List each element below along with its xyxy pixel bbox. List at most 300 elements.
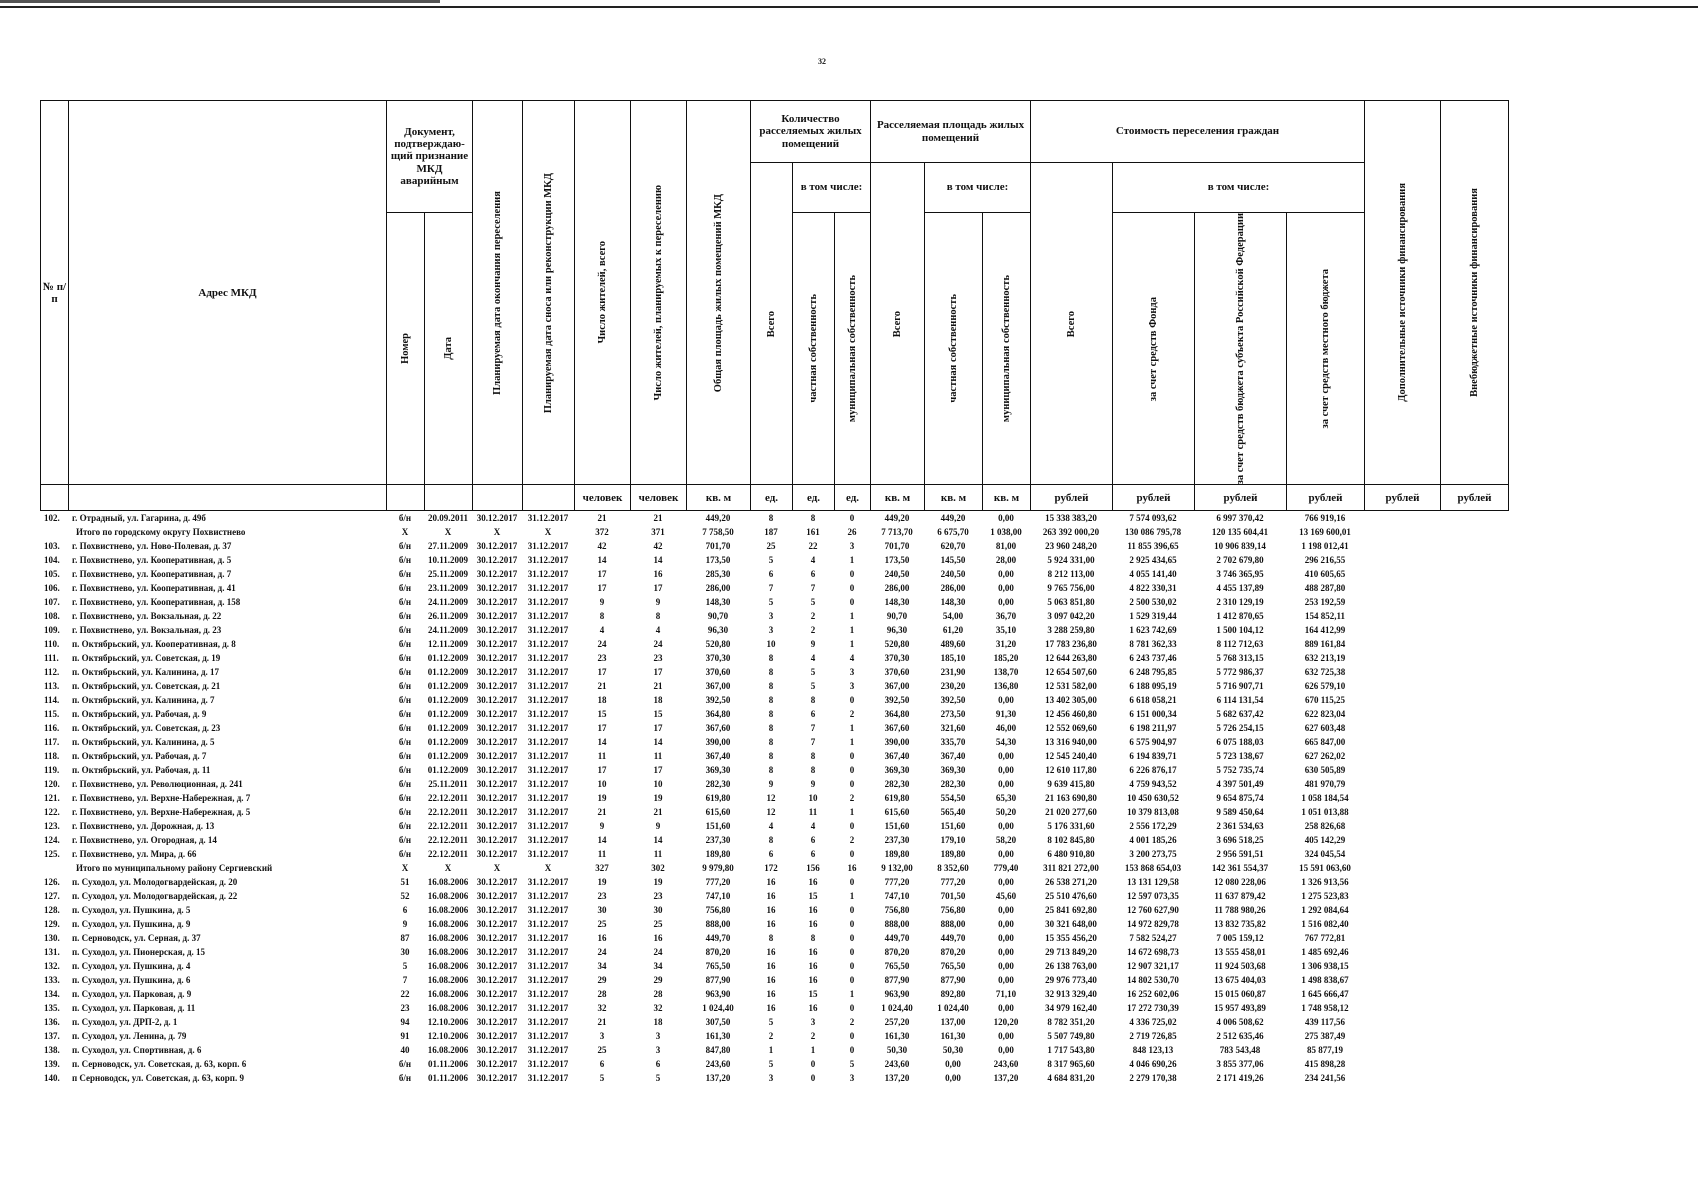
table-cell: 231,90 [940, 667, 966, 678]
table-cell: 4 455 137,89 [1216, 583, 1264, 594]
table-cell: 30.12.2017 [476, 611, 518, 622]
table-cell: 30.12.2017 [476, 905, 518, 916]
table-cell: 449,20 [884, 513, 910, 524]
table-cell: 30.12.2017 [476, 835, 518, 846]
table-cell: 0,00 [998, 1003, 1014, 1014]
table-row [40, 1015, 1508, 1029]
table-cell: 870,20 [940, 947, 966, 958]
header-planned-demolition: Планируемая дата сноса или реконструкции МКД [523, 101, 575, 485]
table-cell: 888,00 [705, 919, 731, 930]
table-cell: 129. [44, 919, 60, 930]
table-cell: 615,60 [705, 807, 731, 818]
table-cell: 31.12.2017 [527, 681, 569, 692]
table-row [40, 917, 1508, 931]
table-cell: 877,90 [940, 975, 966, 986]
table-cell [1364, 805, 1440, 819]
table-cell: 10 379 813,08 [1127, 807, 1179, 818]
table-cell: 286,00 [884, 583, 910, 594]
table-cell: 2 719 726,85 [1129, 1031, 1177, 1042]
table-cell: 6 [810, 835, 816, 846]
table-cell: 0 [849, 569, 855, 580]
table-cell: 0,00 [998, 765, 1014, 776]
table-cell: 6 [810, 569, 816, 580]
address-cell: г. Похвистнево, ул. Ново-Полевая, д. 37 [72, 541, 232, 552]
table-cell: 3 [655, 1045, 661, 1056]
table-cell: б/н [398, 541, 412, 552]
table-cell [1364, 777, 1440, 791]
table-cell [1440, 1015, 1508, 1029]
table-cell: 01.12.2009 [427, 667, 469, 678]
table-cell: 16 [766, 975, 776, 986]
table-cell: 285,30 [705, 569, 731, 580]
table-cell: 6 [402, 905, 408, 916]
table-cell: 10 [653, 779, 663, 790]
table-cell: 8 [768, 751, 774, 762]
table-cell: 111. [44, 653, 59, 664]
table-cell: 01.12.2009 [427, 653, 469, 664]
table-cell: 10 [766, 639, 776, 650]
table-cell: 6 675,70 [937, 527, 969, 538]
table-cell: 14 [653, 555, 663, 566]
table-cell: 31.12.2017 [527, 905, 569, 916]
table-cell: 132. [44, 961, 60, 972]
table-cell: 5 063 851,80 [1047, 597, 1095, 608]
table-cell: 113. [44, 681, 60, 692]
table-cell: 136,80 [993, 681, 1019, 692]
table-cell: 22.12.2011 [427, 807, 468, 818]
table-cell: 10 906 839,14 [1214, 541, 1266, 552]
address-cell: п. Суходол, ул. Ленина, д. 79 [72, 1031, 187, 1042]
total-label: Итого по муниципальному району Сергиевский [76, 863, 273, 874]
table-cell: 307,50 [705, 1017, 731, 1028]
header-subject-budget: за счет средств бюджета субъекта Российской Федерации [1195, 213, 1287, 485]
table-cell: 779,40 [993, 863, 1019, 874]
table-cell: 17 [653, 667, 663, 678]
table-cell [1364, 525, 1440, 539]
table-cell: 128. [44, 905, 60, 916]
table-cell: 1 [849, 989, 855, 1000]
table-cell: б/н [398, 583, 412, 594]
table-cell: 765,50 [940, 961, 966, 972]
table-cell: 0 [849, 975, 855, 986]
table-row [40, 875, 1508, 889]
table-cell: 8 782 351,20 [1047, 1017, 1095, 1028]
table-cell: 0 [849, 779, 855, 790]
table-cell: 9 [402, 919, 408, 930]
table-cell: 21 163 690,80 [1045, 793, 1097, 804]
table-cell: 889 161,84 [1304, 639, 1346, 650]
page-number: 32 [818, 57, 826, 66]
address-cell: г. Отрадный, ул. Гагарина, д. 49б [72, 513, 206, 524]
table-cell: 5 [810, 681, 816, 692]
table-cell: 888,00 [940, 919, 966, 930]
table-cell: 8 352,60 [937, 863, 969, 874]
table-cell: б/н [398, 597, 412, 608]
table-cell: 110. [44, 639, 60, 650]
table-cell: 21 [597, 681, 607, 692]
table-cell: 16 [653, 933, 663, 944]
table-row [40, 539, 1508, 553]
table-cell: 554,50 [940, 793, 966, 804]
table-cell: 243,60 [993, 1059, 1019, 1070]
table-cell: 94 [400, 1017, 410, 1028]
address-cell: п. Суходол, ул. Парковая, д. 9 [72, 989, 192, 1000]
table-cell: 137,20 [705, 1073, 731, 1084]
address-cell: п. Октябрьский, ул. Советская, д. 23 [72, 723, 221, 734]
table-cell: 7 713,70 [881, 527, 913, 538]
table-cell: 148,30 [705, 597, 731, 608]
table-cell: 102. [44, 513, 60, 524]
table-cell: 27.11.2009 [427, 541, 468, 552]
table-cell: 7 [810, 583, 816, 594]
table-cell: 3 [849, 681, 855, 692]
table-cell: 130 086 795,78 [1124, 527, 1182, 538]
table-cell [1440, 749, 1508, 763]
table-cell: 0 [849, 513, 855, 524]
table-cell: 765,50 [884, 961, 910, 972]
table-cell: 3 [655, 1031, 661, 1042]
table-cell: 230,20 [940, 681, 966, 692]
table-cell: 4 055 141,40 [1129, 569, 1177, 580]
table-cell: 240,50 [884, 569, 910, 580]
table-cell: 15 [653, 709, 663, 720]
table-row [40, 847, 1508, 861]
table-cell [1440, 819, 1508, 833]
table-cell: 54,30 [995, 737, 1017, 748]
table-cell: 26 138 763,00 [1045, 961, 1097, 972]
table-cell: 243,60 [705, 1059, 731, 1070]
table-cell: 273,50 [940, 709, 966, 720]
table-cell: 6 198 211,97 [1129, 723, 1177, 734]
table-cell: 5 768 313,15 [1216, 653, 1264, 664]
header-doc-date: Дата [425, 213, 473, 485]
table-cell: 4 006 508,62 [1216, 1017, 1264, 1028]
table-cell: 756,80 [705, 905, 731, 916]
table-cell: 3 097 042,20 [1047, 611, 1095, 622]
table-row [40, 567, 1508, 581]
table-cell: 415 898,28 [1304, 1059, 1346, 1070]
scan-edge-top [0, 0, 440, 3]
table-cell [1364, 861, 1440, 875]
table-cell: 1 485 692,46 [1301, 947, 1349, 958]
table-cell: 963,90 [884, 989, 910, 1000]
table-cell: 16.08.2006 [427, 961, 469, 972]
table-cell: 324 045,54 [1304, 849, 1346, 860]
address-cell: г. Похвистнево, ул. Кооперативная, д. 5 [72, 555, 232, 566]
table-cell: 237,30 [884, 835, 910, 846]
table-cell: 1 [849, 611, 855, 622]
table-cell: 0 [849, 877, 855, 888]
table-cell: 17 [653, 765, 663, 776]
table-cell [1440, 1057, 1508, 1071]
table-cell: 870,20 [705, 947, 731, 958]
table-cell: 30.12.2017 [476, 667, 518, 678]
table-row [40, 959, 1508, 973]
table-cell: 0 [849, 933, 855, 944]
header-rooms-count: Количество расселяемых жилых помещений [751, 101, 871, 163]
table-row [40, 511, 1508, 525]
header-incl2: в том числе: [925, 163, 1031, 213]
table-cell: 21 [653, 681, 663, 692]
table-row [40, 693, 1508, 707]
table-cell: 4 [810, 821, 816, 832]
address-cell: п. Октябрьский, ул. Советская, д. 21 [72, 681, 221, 692]
table-cell: 7 [768, 583, 774, 594]
table-cell: 23.11.2009 [427, 583, 468, 594]
table-cell [1440, 735, 1508, 749]
table-cell: 91 [400, 1031, 410, 1042]
header-local-budget: за счет средств местного бюджета [1287, 213, 1365, 485]
table-cell: 520,80 [705, 639, 731, 650]
table-cell: 12.11.2009 [427, 639, 468, 650]
table-cell: 16 [808, 1003, 818, 1014]
table-cell: 30.12.2017 [476, 877, 518, 888]
table-cell: 96,30 [886, 625, 908, 636]
table-cell: 1 748 958,12 [1301, 1003, 1349, 1014]
table-cell: 390,00 [705, 737, 731, 748]
table-cell: 87 [400, 933, 410, 944]
address-cell: п. Октябрьский, ул. Рабочая, д. 9 [72, 709, 207, 720]
address-cell: г. Похвистнево, ул. Огородная, д. 14 [72, 835, 217, 846]
table-cell: б/н [398, 611, 412, 622]
table-cell: 31.12.2017 [527, 821, 569, 832]
table-cell: 3 [768, 1073, 774, 1084]
table-cell: 16 [766, 961, 776, 972]
table-cell: 24 [597, 639, 607, 650]
table-cell: 0,00 [998, 1031, 1014, 1042]
table-cell: 11 637 879,42 [1214, 891, 1266, 902]
table-cell: б/н [398, 639, 412, 650]
unit-cell: ед. [835, 485, 871, 511]
table-cell: 2 925 434,65 [1129, 555, 1177, 566]
table-cell: 4 [810, 555, 816, 566]
unit-cell: человек [575, 485, 631, 511]
table-cell: 24.11.2009 [427, 625, 468, 636]
table-cell: 3 [810, 1017, 816, 1028]
table-cell: 6 480 910,80 [1047, 849, 1095, 860]
table-cell [1364, 917, 1440, 931]
table-cell: 30.12.2017 [476, 975, 518, 986]
address-cell: п. Суходол, ул. Пушкина, д. 5 [72, 905, 191, 916]
table-cell: 240,50 [940, 569, 966, 580]
table-cell: 14 [597, 737, 607, 748]
table-cell: 24 [653, 639, 663, 650]
table-cell: 370,30 [705, 653, 731, 664]
table-cell: 6 997 370,42 [1216, 513, 1264, 524]
table-row [40, 665, 1508, 679]
address-cell: п. Суходол, ул. Молодогвардейская, д. 20 [72, 877, 238, 888]
table-cell: 870,20 [884, 947, 910, 958]
table-cell: 372 [595, 527, 609, 538]
table-cell [1440, 847, 1508, 861]
table-cell: 449,20 [705, 513, 731, 524]
table-cell: 9 [599, 597, 605, 608]
table-cell: 367,40 [940, 751, 966, 762]
table-cell: 1 516 082,40 [1301, 919, 1349, 930]
table-cell: 30.12.2017 [476, 541, 518, 552]
table-cell: 877,90 [884, 975, 910, 986]
table-cell: 335,70 [940, 737, 966, 748]
unit-cell: ед. [793, 485, 835, 511]
table-cell: 125. [44, 849, 60, 860]
table-cell: 0,00 [945, 1073, 961, 1084]
table-cell: 31.12.2017 [527, 737, 569, 748]
table-cell: 8 212 113,00 [1047, 569, 1095, 580]
header-num: № п/п [41, 101, 69, 485]
table-row [40, 791, 1508, 805]
table-cell: 31.12.2017 [527, 723, 569, 734]
table-cell: 31.12.2017 [527, 891, 569, 902]
unit-cell: кв. м [983, 485, 1031, 511]
table-cell: 136. [44, 1017, 60, 1028]
header-private: частная собственность [793, 213, 835, 485]
table-cell: 173,50 [884, 555, 910, 566]
table-cell: 30.12.2017 [476, 947, 518, 958]
table-cell: 29 976 773,40 [1045, 975, 1097, 986]
table-cell [1440, 777, 1508, 791]
table-cell: 7 758,50 [702, 527, 734, 538]
table-row [40, 553, 1508, 567]
table-cell: 96,30 [707, 625, 729, 636]
table-cell: 9 132,00 [881, 863, 913, 874]
table-cell: 8 [768, 723, 774, 734]
table-cell: 390,00 [884, 737, 910, 748]
table-cell: 3 [768, 625, 774, 636]
table-cell [1364, 539, 1440, 553]
table-cell: 670 115,25 [1304, 695, 1345, 706]
table-cell: 847,80 [705, 1045, 731, 1056]
table-cell: 20.09.2011 [427, 513, 468, 524]
table-cell: 777,20 [884, 877, 910, 888]
table-cell: 6 248 795,85 [1129, 667, 1177, 678]
table-cell: 9 589 450,64 [1216, 807, 1264, 818]
table-body [40, 511, 1508, 1085]
table-row [40, 679, 1508, 693]
table-cell: 765,50 [705, 961, 731, 972]
table-cell: 7 [810, 723, 816, 734]
table-cell: 3 200 273,75 [1129, 849, 1177, 860]
table-cell: X [444, 527, 452, 538]
total-row [40, 525, 1508, 539]
table-cell: 481 970,79 [1304, 779, 1346, 790]
table-cell [1440, 945, 1508, 959]
table-cell: 3 [849, 667, 855, 678]
table-cell: 11 788 980,26 [1214, 905, 1266, 916]
table-cell: 4 001 185,26 [1129, 835, 1177, 846]
table-cell [1440, 679, 1508, 693]
table-cell: 107. [44, 597, 60, 608]
table-cell: б/н [398, 765, 412, 776]
table-cell: 12 [766, 807, 776, 818]
table-cell: 16 [766, 877, 776, 888]
table-cell: 30.12.2017 [476, 513, 518, 524]
table-cell: 489,60 [940, 639, 966, 650]
address-cell: г. Похвистнево, ул. Верхне-Набережная, д. 5 [72, 807, 251, 818]
table-cell: 118. [44, 751, 60, 762]
table-cell: 17 [653, 583, 663, 594]
table-cell: 34 979 162,40 [1045, 1003, 1097, 1014]
header-cost: Стоимость переселения граждан [1031, 101, 1365, 163]
table-cell: 1 198 012,41 [1301, 541, 1349, 552]
table-cell: 1 [849, 723, 855, 734]
table-cell: 392,50 [884, 695, 910, 706]
address-cell: п. Октябрьский, ул. Калинина, д. 17 [72, 667, 220, 678]
table-cell: 6 188 095,19 [1129, 681, 1177, 692]
table-cell [1364, 735, 1440, 749]
table-cell: 31.12.2017 [527, 1073, 569, 1084]
table-cell: 30.12.2017 [476, 989, 518, 1000]
table-cell: 31.12.2017 [527, 947, 569, 958]
table-cell [1364, 763, 1440, 777]
table-cell: 85 877,19 [1307, 1045, 1343, 1056]
table-cell: 16.08.2006 [427, 905, 469, 916]
table-cell: 21 [653, 807, 663, 818]
table-header [40, 100, 1509, 511]
table-cell: 5 176 331,60 [1047, 821, 1095, 832]
table-cell: 8 [655, 611, 661, 622]
table-cell: 2 361 534,63 [1216, 821, 1264, 832]
table-cell: 16 [808, 877, 818, 888]
table-cell: 21 [653, 513, 663, 524]
table-cell: 0 [849, 905, 855, 916]
table-cell: X [401, 527, 409, 538]
table-cell: 4 046 690,26 [1129, 1059, 1177, 1070]
table-row [40, 763, 1508, 777]
table-cell: 7 005 159,12 [1216, 933, 1264, 944]
table-cell: 9 [655, 597, 661, 608]
table-cell: 6 [810, 849, 816, 860]
table-cell: 0 [849, 695, 855, 706]
table-cell: 0 [849, 1045, 855, 1056]
table-cell: 26 [847, 527, 857, 538]
table-cell: 106. [44, 583, 60, 594]
table-cell: 10 450 630,52 [1127, 793, 1179, 804]
address-cell: г. Похвистнево, ул. Вокзальная, д. 23 [72, 625, 222, 636]
table-row [40, 889, 1508, 903]
table-cell: 16 [808, 905, 818, 916]
table-cell: 0 [849, 961, 855, 972]
table-cell: 25 [597, 919, 607, 930]
table-cell: 5 [849, 1059, 855, 1070]
header-fund: за счет средств Фонда [1113, 213, 1195, 485]
table-cell: 1 292 084,64 [1301, 905, 1349, 916]
table-cell [1440, 1001, 1508, 1015]
table-cell: 11 [597, 849, 607, 860]
table-cell: 189,80 [884, 849, 910, 860]
table-cell: 31.12.2017 [527, 919, 569, 930]
table-row [40, 707, 1508, 721]
table-cell [1440, 581, 1508, 595]
table-cell: 19 [597, 877, 607, 888]
table-cell: 30.12.2017 [476, 695, 518, 706]
table-cell: 615,60 [884, 807, 910, 818]
table-cell: 120,20 [993, 1017, 1019, 1028]
table-cell [1364, 833, 1440, 847]
table-cell: 32 [653, 1003, 663, 1014]
table-cell: 10 [597, 779, 607, 790]
table-row [40, 903, 1508, 917]
table-cell: 1 645 666,47 [1301, 989, 1349, 1000]
table-cell: 275 387,49 [1304, 1031, 1346, 1042]
table-cell: 783 543,48 [1219, 1045, 1261, 1056]
table-cell: 30.12.2017 [476, 625, 518, 636]
header-doc-number: Номер [387, 213, 425, 485]
table-cell: 117. [44, 737, 60, 748]
table-cell [1440, 693, 1508, 707]
table-cell: 0 [849, 947, 855, 958]
header-offbudget-sources: Внебюджетные источники финансирования [1441, 101, 1509, 485]
table-cell: 1 058 184,54 [1301, 793, 1349, 804]
